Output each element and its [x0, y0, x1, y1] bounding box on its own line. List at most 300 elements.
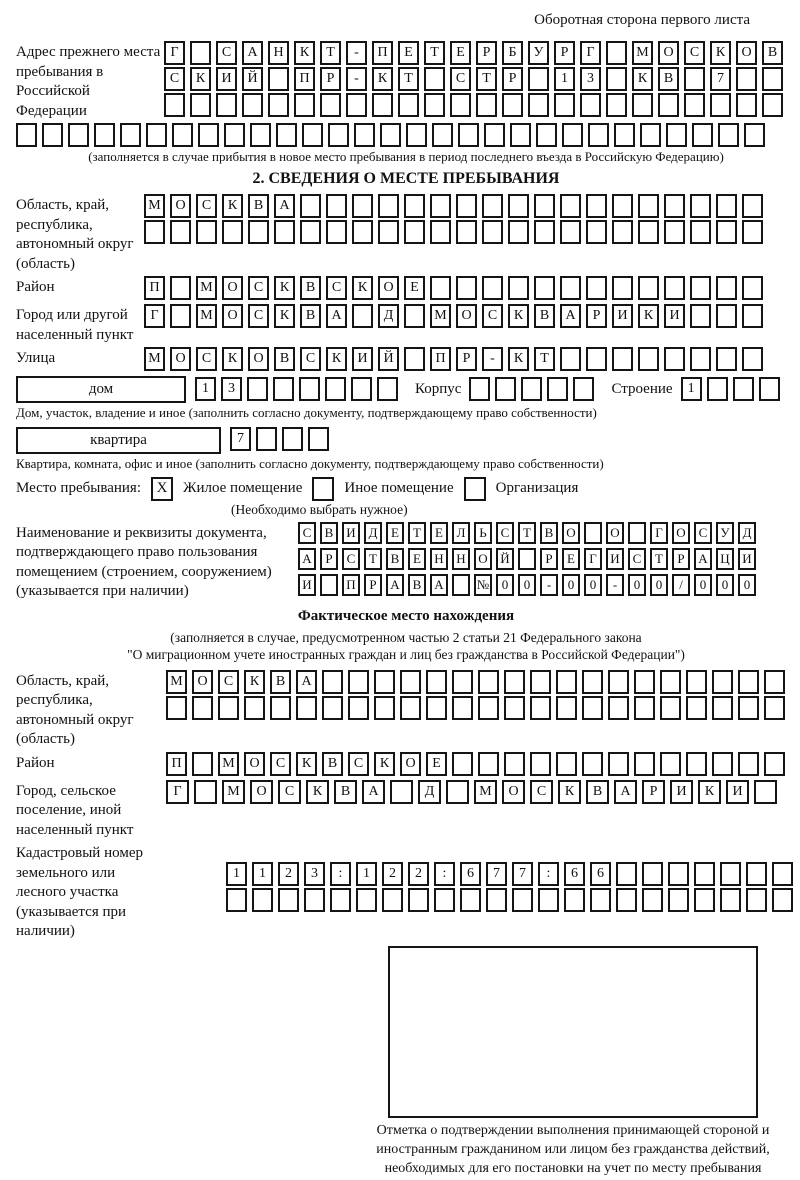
char-cell[interactable] [664, 276, 685, 300]
char-cell[interactable]: В [300, 304, 321, 328]
char-cell[interactable]: П [166, 752, 187, 776]
char-cell[interactable] [606, 93, 627, 117]
char-cell[interactable]: И [670, 780, 693, 804]
char-cell[interactable]: О [736, 41, 757, 65]
char-cell[interactable] [590, 888, 611, 912]
char-cell[interactable]: 3 [304, 862, 325, 886]
char-cell[interactable] [634, 670, 655, 694]
char-cell[interactable]: Е [386, 522, 404, 544]
char-cell[interactable]: С [196, 347, 217, 371]
char-cell[interactable] [304, 888, 325, 912]
char-cell[interactable]: Б [502, 41, 523, 65]
char-cell[interactable]: 1 [252, 862, 273, 886]
char-cell[interactable]: А [298, 548, 316, 570]
char-cell[interactable]: А [560, 304, 581, 328]
char-cell[interactable] [502, 93, 523, 117]
char-cell[interactable]: И [216, 67, 237, 91]
char-cell[interactable]: А [430, 574, 448, 596]
char-cell[interactable]: С [496, 522, 514, 544]
char-cell[interactable]: 0 [518, 574, 536, 596]
char-cell[interactable]: С [218, 670, 239, 694]
char-cell[interactable] [764, 696, 785, 720]
char-cell[interactable] [446, 780, 469, 804]
char-cell[interactable]: В [334, 780, 357, 804]
char-cell[interactable]: Й [378, 347, 399, 371]
char-cell[interactable] [668, 888, 689, 912]
char-cell[interactable]: Л [452, 522, 470, 544]
char-cell[interactable]: - [540, 574, 558, 596]
char-cell[interactable]: И [726, 780, 749, 804]
char-cell[interactable]: Т [650, 548, 668, 570]
char-cell[interactable]: Г [584, 548, 602, 570]
char-cell[interactable]: Е [426, 752, 447, 776]
char-cell[interactable]: С [694, 522, 712, 544]
char-cell[interactable] [638, 220, 659, 244]
char-cell[interactable] [320, 574, 338, 596]
char-cell[interactable] [356, 888, 377, 912]
char-cell[interactable] [144, 220, 165, 244]
char-cell[interactable]: К [296, 752, 317, 776]
char-cell[interactable] [378, 194, 399, 218]
char-cell[interactable]: С [300, 347, 321, 371]
char-cell[interactable] [586, 276, 607, 300]
char-cell[interactable] [374, 670, 395, 694]
char-cell[interactable] [374, 696, 395, 720]
char-cell[interactable] [268, 93, 289, 117]
char-cell[interactable]: 1 [681, 377, 702, 401]
char-cell[interactable]: Н [268, 41, 289, 65]
char-cell[interactable]: В [762, 41, 783, 65]
char-cell[interactable] [560, 276, 581, 300]
char-cell[interactable] [276, 123, 297, 147]
char-cell[interactable]: Р [502, 67, 523, 91]
char-cell[interactable] [742, 220, 763, 244]
char-cell[interactable] [521, 377, 542, 401]
char-cell[interactable] [478, 752, 499, 776]
char-cell[interactable] [404, 304, 425, 328]
char-cell[interactable]: Г [144, 304, 165, 328]
char-cell[interactable]: № [474, 574, 492, 596]
char-cell[interactable] [404, 220, 425, 244]
char-cell[interactable]: О [562, 522, 580, 544]
char-cell[interactable] [554, 93, 575, 117]
char-cell[interactable] [377, 377, 398, 401]
char-cell[interactable] [710, 93, 731, 117]
char-cell[interactable]: 6 [460, 862, 481, 886]
char-cell[interactable]: Р [320, 548, 338, 570]
char-cell[interactable] [372, 93, 393, 117]
char-cell[interactable]: 3 [221, 377, 242, 401]
char-cell[interactable]: О [222, 276, 243, 300]
char-cell[interactable] [354, 123, 375, 147]
char-cell[interactable]: С [684, 41, 705, 65]
char-cell[interactable]: Й [242, 67, 263, 91]
char-cell[interactable]: 1 [356, 862, 377, 886]
char-cell[interactable]: / [672, 574, 690, 596]
char-cell[interactable]: Е [430, 522, 448, 544]
char-cell[interactable] [352, 194, 373, 218]
char-cell[interactable]: Г [650, 522, 668, 544]
char-cell[interactable] [736, 67, 757, 91]
char-cell[interactable] [716, 347, 737, 371]
char-cell[interactable] [642, 888, 663, 912]
char-cell[interactable] [456, 220, 477, 244]
char-cell[interactable] [560, 220, 581, 244]
char-cell[interactable] [426, 670, 447, 694]
char-cell[interactable]: С [164, 67, 185, 91]
char-cell[interactable] [612, 220, 633, 244]
char-cell[interactable]: О [222, 304, 243, 328]
char-cell[interactable]: Д [378, 304, 399, 328]
char-cell[interactable]: К [698, 780, 721, 804]
char-cell[interactable]: К [374, 752, 395, 776]
char-cell[interactable]: П [294, 67, 315, 91]
char-cell[interactable] [482, 276, 503, 300]
char-cell[interactable]: 0 [650, 574, 668, 596]
char-cell[interactable]: П [342, 574, 360, 596]
char-cell[interactable]: - [482, 347, 503, 371]
prev-address-row-3[interactable] [164, 93, 788, 117]
char-cell[interactable]: Н [452, 548, 470, 570]
char-cell[interactable] [404, 194, 425, 218]
char-cell[interactable]: 0 [496, 574, 514, 596]
char-cell[interactable] [582, 670, 603, 694]
char-cell[interactable]: К [558, 780, 581, 804]
char-cell[interactable]: О [248, 347, 269, 371]
char-cell[interactable] [764, 670, 785, 694]
char-cell[interactable] [330, 888, 351, 912]
char-cell[interactable] [573, 377, 594, 401]
char-cell[interactable] [408, 888, 429, 912]
house-number-row[interactable] [195, 377, 403, 401]
char-cell[interactable] [430, 220, 451, 244]
char-cell[interactable]: К [190, 67, 211, 91]
char-cell[interactable] [690, 194, 711, 218]
char-cell[interactable] [190, 41, 211, 65]
char-cell[interactable]: С [326, 276, 347, 300]
char-cell[interactable] [762, 93, 783, 117]
char-cell[interactable] [690, 347, 711, 371]
char-cell[interactable]: С [450, 67, 471, 91]
char-cell[interactable] [658, 93, 679, 117]
char-cell[interactable]: О [606, 522, 624, 544]
char-cell[interactable] [326, 220, 347, 244]
char-cell[interactable]: К [710, 41, 731, 65]
char-cell[interactable] [754, 780, 777, 804]
char-cell[interactable]: 1 [226, 862, 247, 886]
document-row-2[interactable] [298, 548, 760, 570]
char-cell[interactable] [68, 123, 89, 147]
checkbox-other-premise[interactable] [312, 477, 334, 501]
char-cell[interactable] [528, 93, 549, 117]
char-cell[interactable]: А [362, 780, 385, 804]
char-cell[interactable] [404, 347, 425, 371]
char-cell[interactable] [224, 123, 245, 147]
char-cell[interactable]: А [242, 41, 263, 65]
char-cell[interactable] [16, 123, 37, 147]
char-cell[interactable] [720, 888, 741, 912]
prev-address-row-1[interactable] [164, 41, 788, 65]
char-cell[interactable] [294, 93, 315, 117]
char-cell[interactable] [247, 377, 268, 401]
char-cell[interactable] [400, 696, 421, 720]
char-cell[interactable] [608, 696, 629, 720]
char-cell[interactable] [764, 752, 785, 776]
region-row-2[interactable] [144, 220, 768, 244]
char-cell[interactable] [560, 347, 581, 371]
char-cell[interactable]: М [632, 41, 653, 65]
char-cell[interactable] [668, 862, 689, 886]
char-cell[interactable] [486, 888, 507, 912]
apartment-row[interactable] [230, 427, 334, 451]
char-cell[interactable]: О [400, 752, 421, 776]
char-cell[interactable]: П [144, 276, 165, 300]
checkbox-organization[interactable] [464, 477, 486, 501]
char-cell[interactable]: А [296, 670, 317, 694]
char-cell[interactable] [712, 670, 733, 694]
char-cell[interactable]: Е [404, 276, 425, 300]
char-cell[interactable] [642, 862, 663, 886]
char-cell[interactable]: С [248, 304, 269, 328]
char-cell[interactable] [530, 670, 551, 694]
char-cell[interactable] [432, 123, 453, 147]
char-cell[interactable] [534, 194, 555, 218]
char-cell[interactable]: М [222, 780, 245, 804]
char-cell[interactable] [738, 752, 759, 776]
char-cell[interactable] [322, 696, 343, 720]
char-cell[interactable]: И [738, 548, 756, 570]
char-cell[interactable]: Т [424, 41, 445, 65]
char-cell[interactable] [564, 888, 585, 912]
char-cell[interactable]: О [244, 752, 265, 776]
char-cell[interactable]: С [342, 548, 360, 570]
char-cell[interactable] [744, 123, 765, 147]
char-cell[interactable] [296, 696, 317, 720]
document-row-1[interactable] [298, 522, 760, 544]
char-cell[interactable] [664, 220, 685, 244]
char-cell[interactable] [692, 123, 713, 147]
char-cell[interactable]: И [606, 548, 624, 570]
char-cell[interactable] [510, 123, 531, 147]
char-cell[interactable] [380, 123, 401, 147]
char-cell[interactable]: А [614, 780, 637, 804]
char-cell[interactable] [742, 194, 763, 218]
prev-address-row-4[interactable] [16, 123, 796, 147]
char-cell[interactable] [430, 276, 451, 300]
char-cell[interactable]: : [330, 862, 351, 886]
char-cell[interactable]: П [372, 41, 393, 65]
char-cell[interactable] [634, 752, 655, 776]
char-cell[interactable]: 1 [554, 67, 575, 91]
char-cell[interactable]: 0 [738, 574, 756, 596]
char-cell[interactable]: Р [642, 780, 665, 804]
char-cell[interactable]: Н [430, 548, 448, 570]
char-cell[interactable]: К [638, 304, 659, 328]
char-cell[interactable] [170, 220, 191, 244]
char-cell[interactable] [434, 888, 455, 912]
char-cell[interactable] [430, 194, 451, 218]
char-cell[interactable]: К [372, 67, 393, 91]
char-cell[interactable] [746, 862, 767, 886]
char-cell[interactable] [588, 123, 609, 147]
char-cell[interactable]: М [144, 194, 165, 218]
char-cell[interactable] [684, 67, 705, 91]
char-cell[interactable]: О [378, 276, 399, 300]
char-cell[interactable] [320, 93, 341, 117]
char-cell[interactable] [268, 67, 289, 91]
char-cell[interactable] [450, 93, 471, 117]
char-cell[interactable]: У [528, 41, 549, 65]
char-cell[interactable]: О [474, 548, 492, 570]
char-cell[interactable]: О [672, 522, 690, 544]
char-cell[interactable]: Р [364, 574, 382, 596]
char-cell[interactable] [640, 123, 661, 147]
char-cell[interactable] [664, 194, 685, 218]
char-cell[interactable]: И [612, 304, 633, 328]
char-cell[interactable] [170, 304, 191, 328]
korpus-row[interactable] [469, 377, 599, 401]
char-cell[interactable]: Е [450, 41, 471, 65]
char-cell[interactable] [120, 123, 141, 147]
char-cell[interactable] [456, 194, 477, 218]
stroenie-row[interactable] [681, 377, 785, 401]
char-cell[interactable] [390, 780, 413, 804]
char-cell[interactable] [504, 696, 525, 720]
char-cell[interactable]: Г [580, 41, 601, 65]
district-row[interactable] [144, 276, 768, 300]
char-cell[interactable]: О [250, 780, 273, 804]
char-cell[interactable] [772, 862, 793, 886]
char-cell[interactable]: 3 [580, 67, 601, 91]
street-row[interactable] [144, 347, 768, 371]
document-row-3[interactable] [298, 574, 760, 596]
char-cell[interactable] [664, 347, 685, 371]
char-cell[interactable] [528, 67, 549, 91]
char-cell[interactable]: 2 [278, 862, 299, 886]
checkbox-residential[interactable]: X [151, 477, 173, 501]
char-cell[interactable]: Т [518, 522, 536, 544]
char-cell[interactable] [746, 888, 767, 912]
char-cell[interactable]: 0 [694, 574, 712, 596]
char-cell[interactable]: Е [562, 548, 580, 570]
char-cell[interactable] [638, 194, 659, 218]
char-cell[interactable] [556, 752, 577, 776]
char-cell[interactable] [580, 93, 601, 117]
char-cell[interactable] [518, 548, 536, 570]
char-cell[interactable]: Е [398, 41, 419, 65]
char-cell[interactable]: Ь [474, 522, 492, 544]
char-cell[interactable]: Р [672, 548, 690, 570]
char-cell[interactable] [694, 888, 715, 912]
char-cell[interactable] [146, 123, 167, 147]
char-cell[interactable] [586, 220, 607, 244]
char-cell[interactable] [718, 123, 739, 147]
char-cell[interactable]: К [326, 347, 347, 371]
char-cell[interactable] [308, 427, 329, 451]
char-cell[interactable] [534, 220, 555, 244]
char-cell[interactable] [690, 304, 711, 328]
char-cell[interactable]: М [218, 752, 239, 776]
char-cell[interactable]: В [586, 780, 609, 804]
char-cell[interactable]: В [658, 67, 679, 91]
char-cell[interactable]: О [170, 347, 191, 371]
char-cell[interactable] [326, 194, 347, 218]
char-cell[interactable] [299, 377, 320, 401]
char-cell[interactable]: К [632, 67, 653, 91]
char-cell[interactable] [606, 41, 627, 65]
char-cell[interactable]: 6 [564, 862, 585, 886]
char-cell[interactable] [469, 377, 490, 401]
char-cell[interactable] [352, 304, 373, 328]
char-cell[interactable] [198, 123, 219, 147]
char-cell[interactable] [738, 696, 759, 720]
char-cell[interactable] [42, 123, 63, 147]
char-cell[interactable] [638, 347, 659, 371]
char-cell[interactable]: 7 [230, 427, 251, 451]
char-cell[interactable]: Т [398, 67, 419, 91]
char-cell[interactable] [322, 670, 343, 694]
char-cell[interactable] [628, 522, 646, 544]
char-cell[interactable] [560, 194, 581, 218]
char-cell[interactable] [94, 123, 115, 147]
char-cell[interactable] [606, 67, 627, 91]
char-cell[interactable]: 2 [408, 862, 429, 886]
char-cell[interactable] [562, 123, 583, 147]
char-cell[interactable] [382, 888, 403, 912]
char-cell[interactable]: И [664, 304, 685, 328]
char-cell[interactable] [452, 670, 473, 694]
char-cell[interactable] [686, 752, 707, 776]
char-cell[interactable] [712, 752, 733, 776]
char-cell[interactable] [742, 276, 763, 300]
char-cell[interactable]: С [270, 752, 291, 776]
char-cell[interactable]: Д [364, 522, 382, 544]
char-cell[interactable]: С [196, 194, 217, 218]
char-cell[interactable]: Й [496, 548, 514, 570]
char-cell[interactable] [352, 220, 373, 244]
char-cell[interactable] [273, 377, 294, 401]
char-cell[interactable] [547, 377, 568, 401]
char-cell[interactable] [424, 93, 445, 117]
char-cell[interactable] [586, 347, 607, 371]
char-cell[interactable] [666, 123, 687, 147]
char-cell[interactable] [424, 67, 445, 91]
char-cell[interactable] [530, 696, 551, 720]
char-cell[interactable]: : [538, 862, 559, 886]
char-cell[interactable] [716, 276, 737, 300]
char-cell[interactable]: Т [320, 41, 341, 65]
char-cell[interactable] [508, 220, 529, 244]
char-cell[interactable] [482, 194, 503, 218]
char-cell[interactable]: 0 [716, 574, 734, 596]
char-cell[interactable] [482, 220, 503, 244]
char-cell[interactable]: М [166, 670, 187, 694]
char-cell[interactable] [170, 276, 191, 300]
actual-city-row[interactable] [166, 780, 782, 804]
char-cell[interactable] [512, 888, 533, 912]
char-cell[interactable] [612, 194, 633, 218]
char-cell[interactable] [660, 752, 681, 776]
char-cell[interactable] [348, 670, 369, 694]
char-cell[interactable] [508, 194, 529, 218]
char-cell[interactable]: К [222, 194, 243, 218]
char-cell[interactable] [190, 93, 211, 117]
char-cell[interactable]: И [352, 347, 373, 371]
char-cell[interactable] [172, 123, 193, 147]
char-cell[interactable] [478, 670, 499, 694]
char-cell[interactable] [660, 696, 681, 720]
char-cell[interactable] [634, 696, 655, 720]
